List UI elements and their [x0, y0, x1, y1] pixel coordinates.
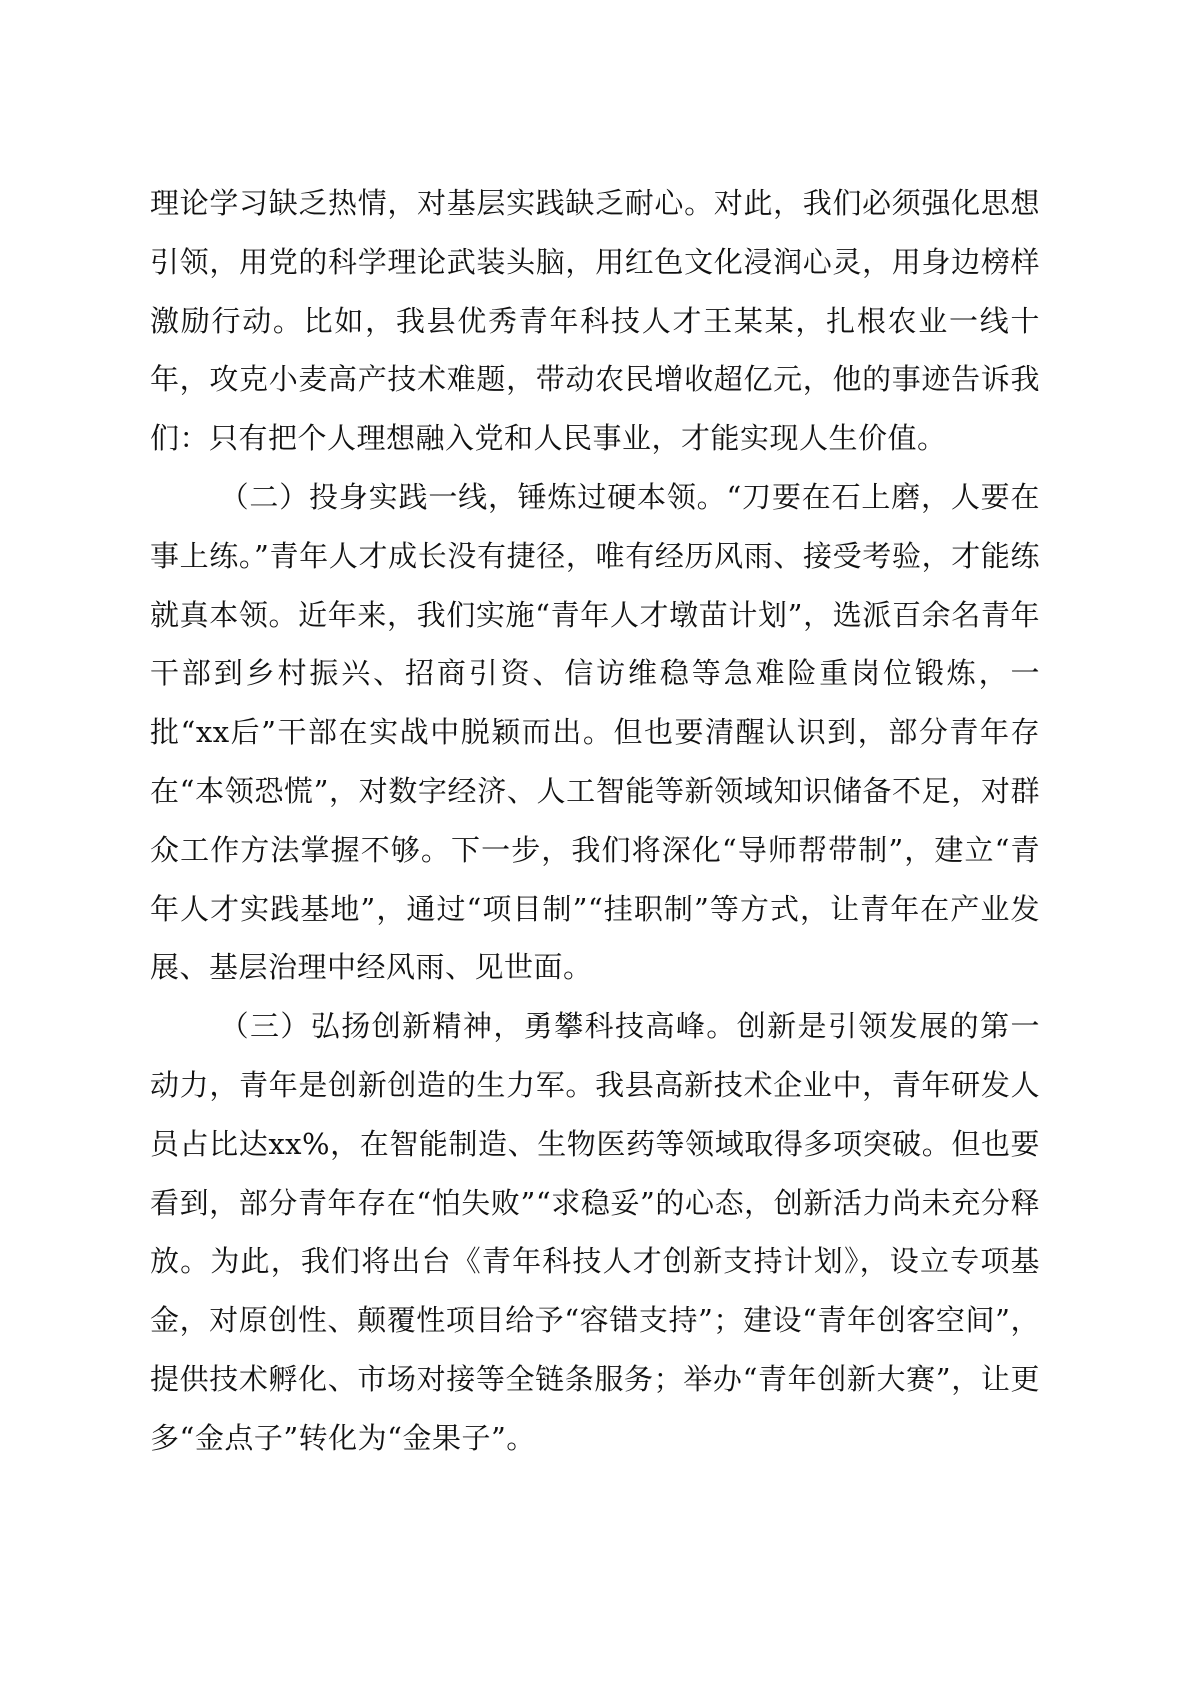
paragraph-1: 理论学习缺乏热情，对基层实践缺乏耐心。对此，我们必须强化思想引领，用党的科学理论武装头脑，用红色文化浸润心灵，用身边榜样激励行动。比如，我县优秀青年科技人才王某某，扎根农业一线十年，攻克小麦高产技术难题，带动农民增收超亿元，他的事迹告诉我们：只有把个人理想融入党和人民事业，才能实现人生价值。 [150, 186, 1040, 456]
paragraph-2: （二）投身实践一线，锤炼过硬本领。“刀要在石上磨，人要在事上练。”青年人才成长没有捷径，唯有经历风雨、接受考验，才能练就真本领。近年来，我们实施“青年人才墩苗计划”，选派百余名青年干部到乡村振兴、招商引资、信访维稳等急难险重岗位锻炼，一批“xx后”干部在实战中脱颖而出。但也要清醒认识到，部分青年存在“本领恐慌”，对数字经济、人工智能等新领域知识储备不足，对群众工作方法掌握不够。下一步，我们将深化“导师帮带制”，建立“青年人才实践基地”，通过“项目制”“挂职制”等方式，让青年在产业发展、基层治理中经风雨、见世面。 [150, 479, 1040, 985]
paragraph-3: （三）弘扬创新精神，勇攀科技高峰。创新是引领发展的第一动力，青年是创新创造的生力军。我县高新技术企业中，青年研发人员占比达xx%，在智能制造、生物医药等领域取得多项突破。但也要看到，部分青年存在“怕失败”“求稳妥”的心态，创新活力尚未充分释放。为此，我们将出台《青年科技人才创新支持计划》，设立专项基金，对原创性、颠覆性项目给予“容错支持”；建设“青年创客空间”，提供技术孵化、市场对接等全链条服务；举办“青年创新大赛”，让更多“金点子”转化为“金果子”。 [150, 1009, 1040, 1455]
document-body [150, 174, 1040, 1468]
